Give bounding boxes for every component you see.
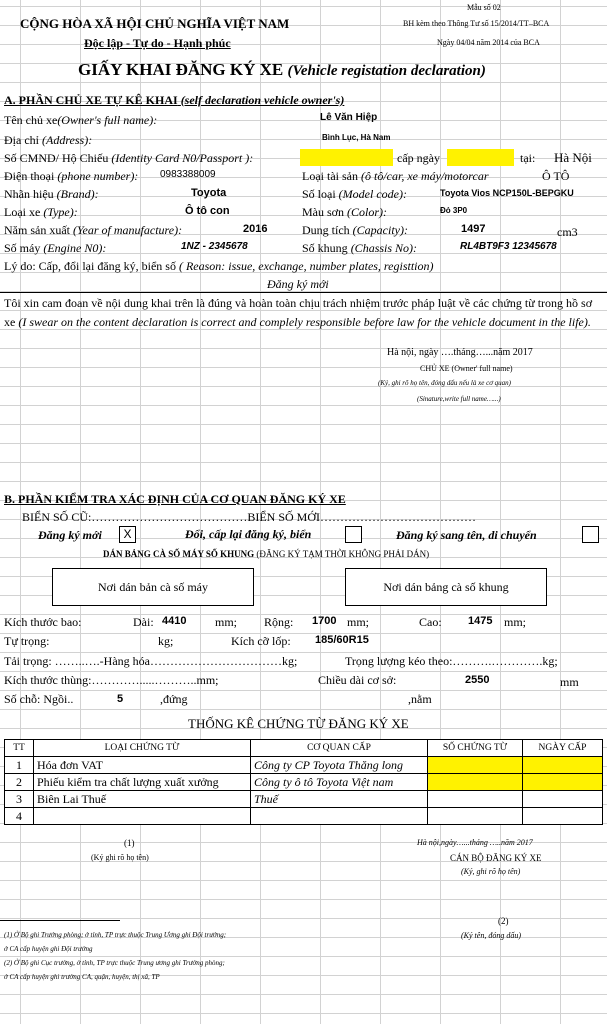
doc-issuer: Công ty ô tô Toyota Việt nam	[251, 774, 428, 791]
docs-title: THỐNG KÊ CHỨNG TỪ ĐĂNG KÝ XE	[188, 716, 409, 731]
brand-value: Toyota	[191, 187, 227, 199]
divider	[0, 292, 607, 293]
doc-issuer: Công ty CP Toyota Thăng long	[251, 757, 428, 774]
new-registration-checkbox[interactable]: X	[119, 526, 136, 543]
row-no: 1	[5, 757, 34, 774]
doc-number[interactable]	[428, 791, 523, 808]
doc-number[interactable]	[428, 757, 523, 774]
engine-stamp-label: Nơi dán bản cà số máy	[98, 580, 208, 594]
signature-1-number: (1)	[124, 838, 135, 848]
doc-issuer: Thuế	[251, 791, 428, 808]
section-a-heading: A. PHẦN CHỦ XE TỰ KÊ KHAI (self declaration vehicle owner's)	[4, 93, 345, 107]
doc-type: Hóa đơn VAT	[34, 757, 251, 774]
capacity-unit: cm3	[557, 225, 578, 239]
transfer-label: Đăng ký sang tên, di chuyển	[396, 528, 537, 542]
signature-2-number: (2)	[498, 916, 509, 926]
issue-date-label: cấp ngày	[397, 151, 440, 165]
table-row	[5, 757, 603, 774]
seats-label: Số chỗ: Ngồi..	[4, 692, 74, 706]
doc-date[interactable]	[523, 808, 603, 825]
table-row	[5, 808, 603, 825]
footnote-2: (2) Ở Bộ ghi Cục trưởng, ở tỉnh, TP trực thuộc Trung ương ghi Trưởng phòng;	[4, 959, 225, 967]
height-value: 1475	[468, 615, 493, 627]
color-label: Màu sơn (Color):	[302, 205, 388, 219]
load-line: Tải trọng: ……..….-Hàng hóa……………………………kg;	[4, 654, 298, 668]
doc-date[interactable]	[523, 774, 603, 791]
asset-type-label: Loại tài sản (ô tô/car, xe máy/motorcar	[302, 169, 489, 183]
col-header-issuer: CƠ QUAN CẤP	[251, 740, 428, 757]
reissue-label: Đổi, cấp lại đăng ký, biển	[185, 527, 312, 541]
tire-value: 185/60R15	[315, 634, 369, 646]
id-label: Số CMND/ Hộ Chiếu (Identity Card N0/Passport ):	[4, 151, 254, 165]
doc-number[interactable]	[428, 808, 523, 825]
weight-label: Tự trọng:	[4, 634, 50, 648]
dims-label: Kích thước bao:	[4, 615, 82, 629]
col-header-date: NGÀY CẤP	[523, 740, 603, 757]
engine-label: Số máy (Engine N0):	[4, 241, 107, 255]
officer-title: CÁN BỘ ĐĂNG KÝ XE	[450, 853, 542, 863]
section-b-heading: B. PHẦN KIỂM TRA XÁC ĐỊNH CỦA CƠ QUAN ĐĂNG KÝ XE	[4, 492, 346, 506]
chassis-value: RL4BT9F3 12345678	[460, 241, 557, 252]
circular-ref: BH kèm theo Thông Tư số 15/2014/TT–BCA	[403, 19, 550, 28]
model-label: Số loại (Model code):	[302, 187, 407, 201]
transfer-checkbox[interactable]	[582, 526, 599, 543]
width-unit: mm;	[347, 615, 370, 629]
year-label: Năm sản xuất (Year of manufacture):	[4, 223, 183, 237]
signature-2-note: (Ký tên, đóng dấu)	[461, 931, 521, 940]
doc-type: Phiếu kiểm tra chất lượng xuất xưởng	[34, 774, 251, 791]
engine-value: 1NZ - 2345678	[181, 241, 248, 252]
weight-unit: kg;	[158, 634, 174, 648]
width-value: 1700	[312, 615, 337, 627]
footnote-1-cont: ở CA cấp huyện ghi Đội trưởng	[4, 945, 93, 953]
issue-date-field[interactable]	[447, 149, 514, 166]
address-label: Địa chỉ (Address):	[4, 133, 93, 147]
pledge: Tôi xin cam đoan về nội dung khai trên là đúng và hoàn toàn chịu trách nhiệm trước pháp luật về các chứng từ trong hồ sơ xe (I swear on the content declaration is correct and complely responsible before law for the vehicle document in the life).	[4, 296, 593, 329]
footnote-1: (1) Ở Bộ ghi Trưởng phòng; ở tỉnh, TP trực thuộc Trung Ương ghi Đội trưởng;	[4, 931, 227, 939]
officer-note: (Ký, ghi rõ họ tên)	[461, 867, 521, 876]
phone-label: Điện thoại (phone number):	[4, 169, 139, 183]
length-label: Dài:	[133, 615, 154, 629]
owner-value: Lê Văn Hiệp	[320, 112, 378, 123]
chassis-stamp-box	[345, 568, 547, 606]
table-row	[5, 791, 603, 808]
model-value: Toyota Vios NCP150L-BEPGKU	[440, 188, 574, 198]
wheelbase-label: Chiều dài cơ sở:	[318, 673, 397, 687]
id-number-field[interactable]	[300, 149, 393, 166]
length-value: 4410	[162, 615, 187, 627]
row-no: 4	[5, 808, 34, 825]
documents-table	[4, 739, 603, 825]
asset-type-value: Ô TÔ	[542, 169, 570, 183]
footnote-2-cont: ở CA cấp huyện ghi trưởng CA, quận, huyện, thị xã, TP	[4, 973, 160, 981]
footnote-divider	[0, 920, 120, 921]
signature-1-note: (Ký ghi rõ họ tên)	[91, 853, 149, 862]
col-header-no: TT	[5, 740, 34, 757]
brand-label: Nhãn hiệu (Brand):	[4, 187, 99, 201]
plates-line: BIỂN SỐ CŨ:…………………………………BIỂN SỐ MỚI…………………………………	[22, 510, 477, 524]
table-row	[5, 774, 603, 791]
sign-note-en: (Sinature,write full name…...)	[417, 395, 501, 403]
seats-value: 5	[117, 693, 124, 705]
sign-role: CHỦ XE (Owner' full name)	[420, 364, 513, 373]
color-value: Đỏ 3P0	[440, 206, 468, 215]
country-name: CỘNG HÒA XÃ HỘI CHỦ NGHĨA VIỆT NAM	[20, 16, 290, 31]
reason-label: Lý do: Cấp, đổi lại đăng ký, biển số ( Reason: issue, exchange, number plates, registtion)	[4, 259, 434, 273]
phone-value: 0983388009	[160, 169, 216, 180]
year-value: 2016	[243, 223, 268, 235]
row-no: 3	[5, 791, 34, 808]
wheelbase-unit: mm	[560, 675, 579, 689]
chassis-label: Số khung (Chassis No):	[302, 241, 418, 255]
doc-issuer	[251, 808, 428, 825]
table-header-row	[5, 740, 603, 757]
issue-place-value: Hà Nội	[554, 150, 592, 165]
reissue-checkbox[interactable]	[345, 526, 362, 543]
wheelbase-value: 2550	[465, 674, 490, 686]
col-header-type: LOẠI CHỨNG TỪ	[34, 740, 251, 757]
motto: Độc lập - Tự do - Hạnh phúc	[84, 36, 231, 50]
sign-note: (Ký, ghi rõ họ tên, đóng dấu nếu là xe cơ quan)	[378, 379, 512, 387]
tire-label: Kích cỡ lốp:	[231, 634, 291, 648]
row-no: 2	[5, 774, 34, 791]
doc-number[interactable]	[428, 774, 523, 791]
capacity-label: Dung tích (Capacity):	[302, 223, 408, 237]
doc-type	[34, 808, 251, 825]
capacity-value: 1497	[461, 223, 486, 235]
length-unit: mm;	[215, 615, 238, 629]
form-number: Mẫu số 02	[467, 3, 501, 12]
width-label: Rộng:	[264, 615, 294, 629]
bed-line: Kích thước thùng:………….....………..mm;	[4, 673, 219, 687]
type-label: Loại xe (Type):	[4, 205, 78, 219]
doc-type: Biên Lai Thuế	[34, 791, 251, 808]
col-header-number: SỐ CHỨNG TỪ	[428, 740, 523, 757]
issue-place-label: tại:	[520, 151, 536, 165]
reason-value: Đăng ký mới	[267, 277, 329, 291]
sign-date: Hà nội, ngày ….tháng…...năm 2017	[387, 347, 533, 358]
standing-label: ,đứng	[160, 692, 188, 706]
stamp-heading: DÁN BẢNG CÀ SỐ MÁY SỐ KHUNG (ĐĂNG KÝ TẠM THỜI KHÔNG PHẢI DÁN)	[103, 549, 430, 559]
height-label: Cao:	[419, 615, 442, 629]
engine-stamp-box	[52, 568, 254, 606]
height-unit: mm;	[504, 615, 527, 629]
form-title: GIẤY KHAI ĐĂNG KÝ XE (Vehicle registation declaration)	[78, 60, 486, 79]
doc-date[interactable]	[523, 791, 603, 808]
chassis-stamp-label: Nơi dán bảng cà số khung	[383, 580, 509, 594]
circular-date: Ngày 04/04 năm 2014 của BCA	[437, 38, 540, 47]
signature-date: Hà nội,ngày…...tháng …..năm 2017	[417, 838, 533, 847]
new-registration-label: Đăng ký mới	[38, 528, 102, 542]
address-value: Bình Lục, Hà Nam	[322, 133, 391, 142]
type-value: Ô tô con	[185, 205, 230, 217]
tow-line: Trọng lượng kéo theo:……….………….kg;	[345, 654, 558, 668]
owner-label: Tên chủ xe(Owner's full name):	[4, 113, 158, 127]
lying-label: ,nằm	[408, 692, 432, 706]
doc-date[interactable]	[523, 757, 603, 774]
